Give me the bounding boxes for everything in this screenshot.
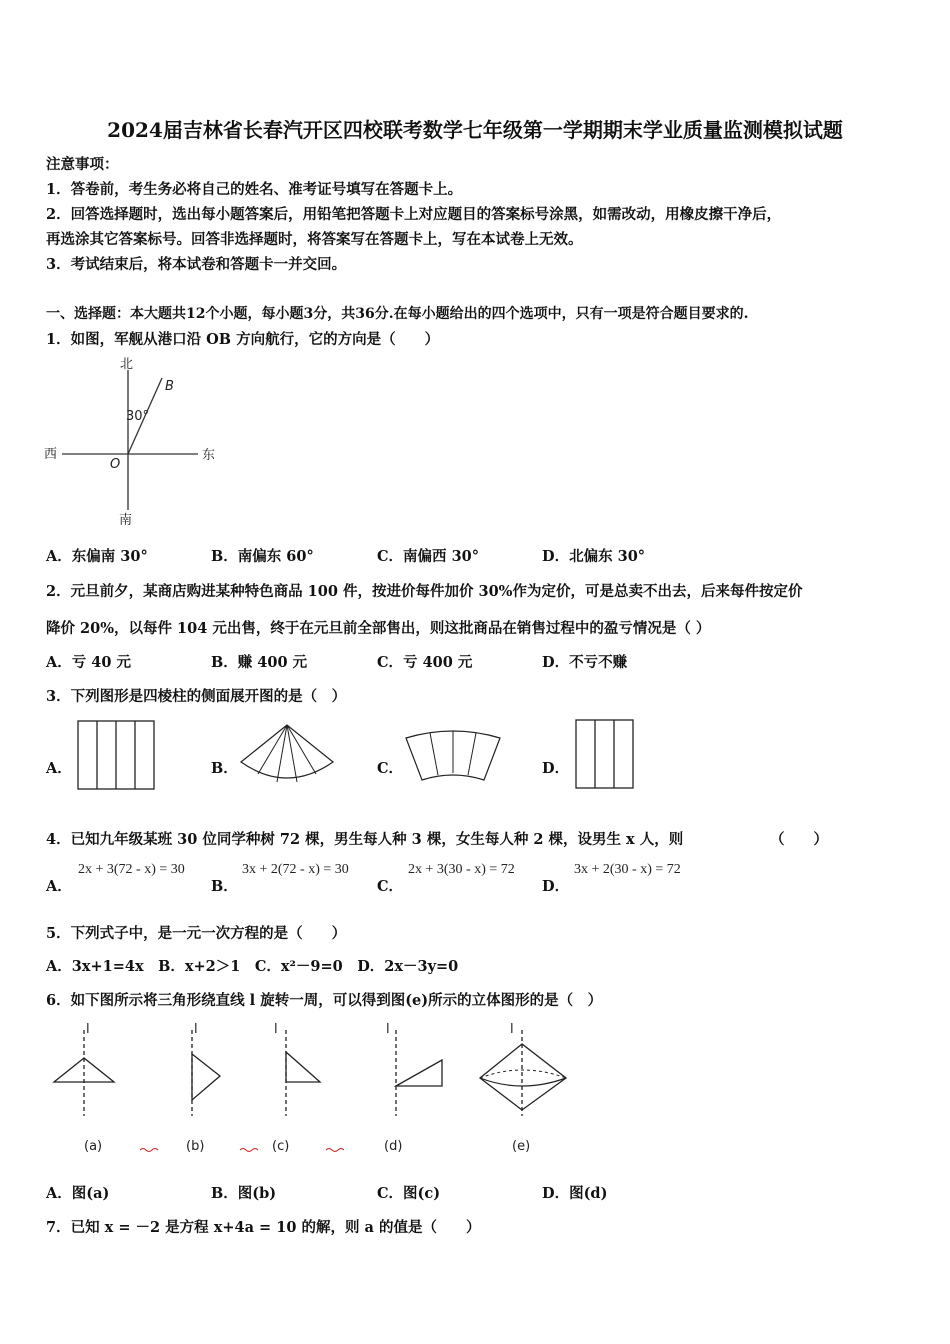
svg-text:(c): (c) <box>272 1139 290 1154</box>
q3-figure-b <box>236 722 338 788</box>
q3-figure-a <box>76 718 158 792</box>
q1-compass-figure <box>40 352 230 527</box>
q6-figure-d <box>384 1022 442 1154</box>
q6-figure-e <box>480 1022 566 1154</box>
q6-option-b: B．图(b) <box>211 1185 277 1202</box>
q6-figure-b <box>140 1022 220 1154</box>
notice-item-2: 2．回答选择题时，选出每小题答案后，用铅笔把答题卡上对应题目的答案标号涂黑，如需改动，用橡皮擦干净后， <box>46 206 782 223</box>
origin-label: O <box>110 457 121 472</box>
q4-label-a: A． <box>46 878 72 895</box>
q4-paren: （ ） <box>770 831 828 848</box>
east-label: 东 <box>202 448 216 463</box>
svg-text:l: l <box>274 1022 278 1037</box>
q1-option-c: C．南偏西 30° <box>377 548 480 565</box>
q6-figure-c <box>240 1022 344 1154</box>
notice-item-2-cont: 再选涂其它答案标号。回答非选择题时，将答案写在答题卡上，写在本试卷上无效。 <box>46 231 583 248</box>
q6-figure-a <box>54 1022 114 1154</box>
svg-text:l: l <box>194 1022 198 1037</box>
svg-text:l: l <box>386 1022 390 1037</box>
notice-item-1: 1．答卷前，考生务必将自己的姓名、准考证号填写在答题卡上。 <box>46 181 463 198</box>
q2-stem-line1: 2．元旦前夕，某商店购进某种特色商品 100 件，按进价每件加价 30%作为定价，可是总卖不出去，后来每件按定价 <box>46 583 803 600</box>
q2-option-b: B．赚 400 元 <box>211 654 308 671</box>
q4-label-d: D． <box>542 878 570 895</box>
q6-option-a: A．图(a) <box>46 1185 110 1202</box>
q1-option-d: D．北偏东 30° <box>542 548 646 565</box>
q6-option-d: D．图(d) <box>542 1185 608 1202</box>
q2-option-c: C．亏 400 元 <box>377 654 473 671</box>
q4-equation-c: 2x + 3(30 - x) = 72 <box>408 862 515 877</box>
north-label: 北 <box>120 357 134 372</box>
q6-option-c: C．图(c) <box>377 1185 441 1202</box>
q1-stem: 1．如图，军舰从港口沿 OB 方向航行，它的方向是（ ） <box>46 331 440 348</box>
svg-text:(d): (d) <box>384 1139 403 1154</box>
q3-figure-c <box>402 726 504 788</box>
q3-figure-d <box>573 717 637 791</box>
section-heading: 一、选择题：本大题共12个小题，每小题3分，共36分.在每小题给出的四个选项中，只有一项是符合题目要求的. <box>46 306 749 322</box>
svg-text:(b): (b) <box>186 1139 205 1154</box>
angle-label: 30° <box>126 409 150 424</box>
svg-text:(a): (a) <box>84 1139 103 1154</box>
q4-label-b: B． <box>211 878 238 895</box>
q4-label-c: C． <box>377 878 404 895</box>
svg-text:l: l <box>510 1022 514 1037</box>
q3-stem: 3．下列图形是四棱柱的侧面展开图的是（ ） <box>46 688 347 705</box>
q4-equation-a: 2x + 3(72 - x) = 30 <box>78 862 185 877</box>
west-label: 西 <box>44 447 58 462</box>
svg-text:(e): (e) <box>512 1139 531 1154</box>
page-title: 2024届吉林省长春汽开区四校联考数学七年级第一学期期末学业质量监测模拟试题 <box>107 118 843 142</box>
q6-rotation-figures <box>44 1022 584 1162</box>
q3-label-d: D． <box>542 760 570 777</box>
svg-text:l: l <box>86 1022 90 1037</box>
notice-heading: 注意事项： <box>46 156 119 173</box>
q5-stem: 5．下列式子中，是一元一次方程的是（ ） <box>46 925 347 942</box>
south-label: 南 <box>119 513 133 527</box>
q3-label-c: C． <box>377 760 404 777</box>
q2-stem-line2: 降价 20%，以每件 104 元出售，终于在元旦前全部售出，则这批商品在销售过程中的盈亏情况是（ ） <box>46 620 711 637</box>
q2-option-d: D．不亏不赚 <box>542 654 628 671</box>
q2-option-a: A．亏 40 元 <box>46 654 132 671</box>
q3-label-a: A． <box>46 760 72 777</box>
q4-equation-d: 3x + 2(30 - x) = 72 <box>574 862 681 877</box>
q1-option-b: B．南偏东 60° <box>211 548 314 565</box>
q3-label-b: B． <box>211 760 238 777</box>
q7-stem: 7．已知 x = －2 是方程 x+4a = 10 的解，则 a 的值是（ ） <box>46 1219 481 1236</box>
point-b-label: B <box>165 379 174 394</box>
q6-stem: 6．如下图所示将三角形绕直线 l 旋转一周，可以得到图(e)所示的立体图形的是（ ） <box>46 992 603 1009</box>
q5-options: A．3x+1=4x B．x+2＞1 C．x²－9=0 D．2x－3y=0 <box>46 958 459 975</box>
q4-stem: 4．已知九年级某班 30 位同学种树 72 棵，男生每人种 3 棵，女生每人种 2 棵，设男生 x 人，则 <box>46 831 684 848</box>
q4-equation-b: 3x + 2(72 - x) = 30 <box>242 862 349 877</box>
q1-option-a: A．东偏南 30° <box>46 548 148 565</box>
notice-item-3: 3．考试结束后，将本试卷和答题卡一并交回。 <box>46 256 347 273</box>
